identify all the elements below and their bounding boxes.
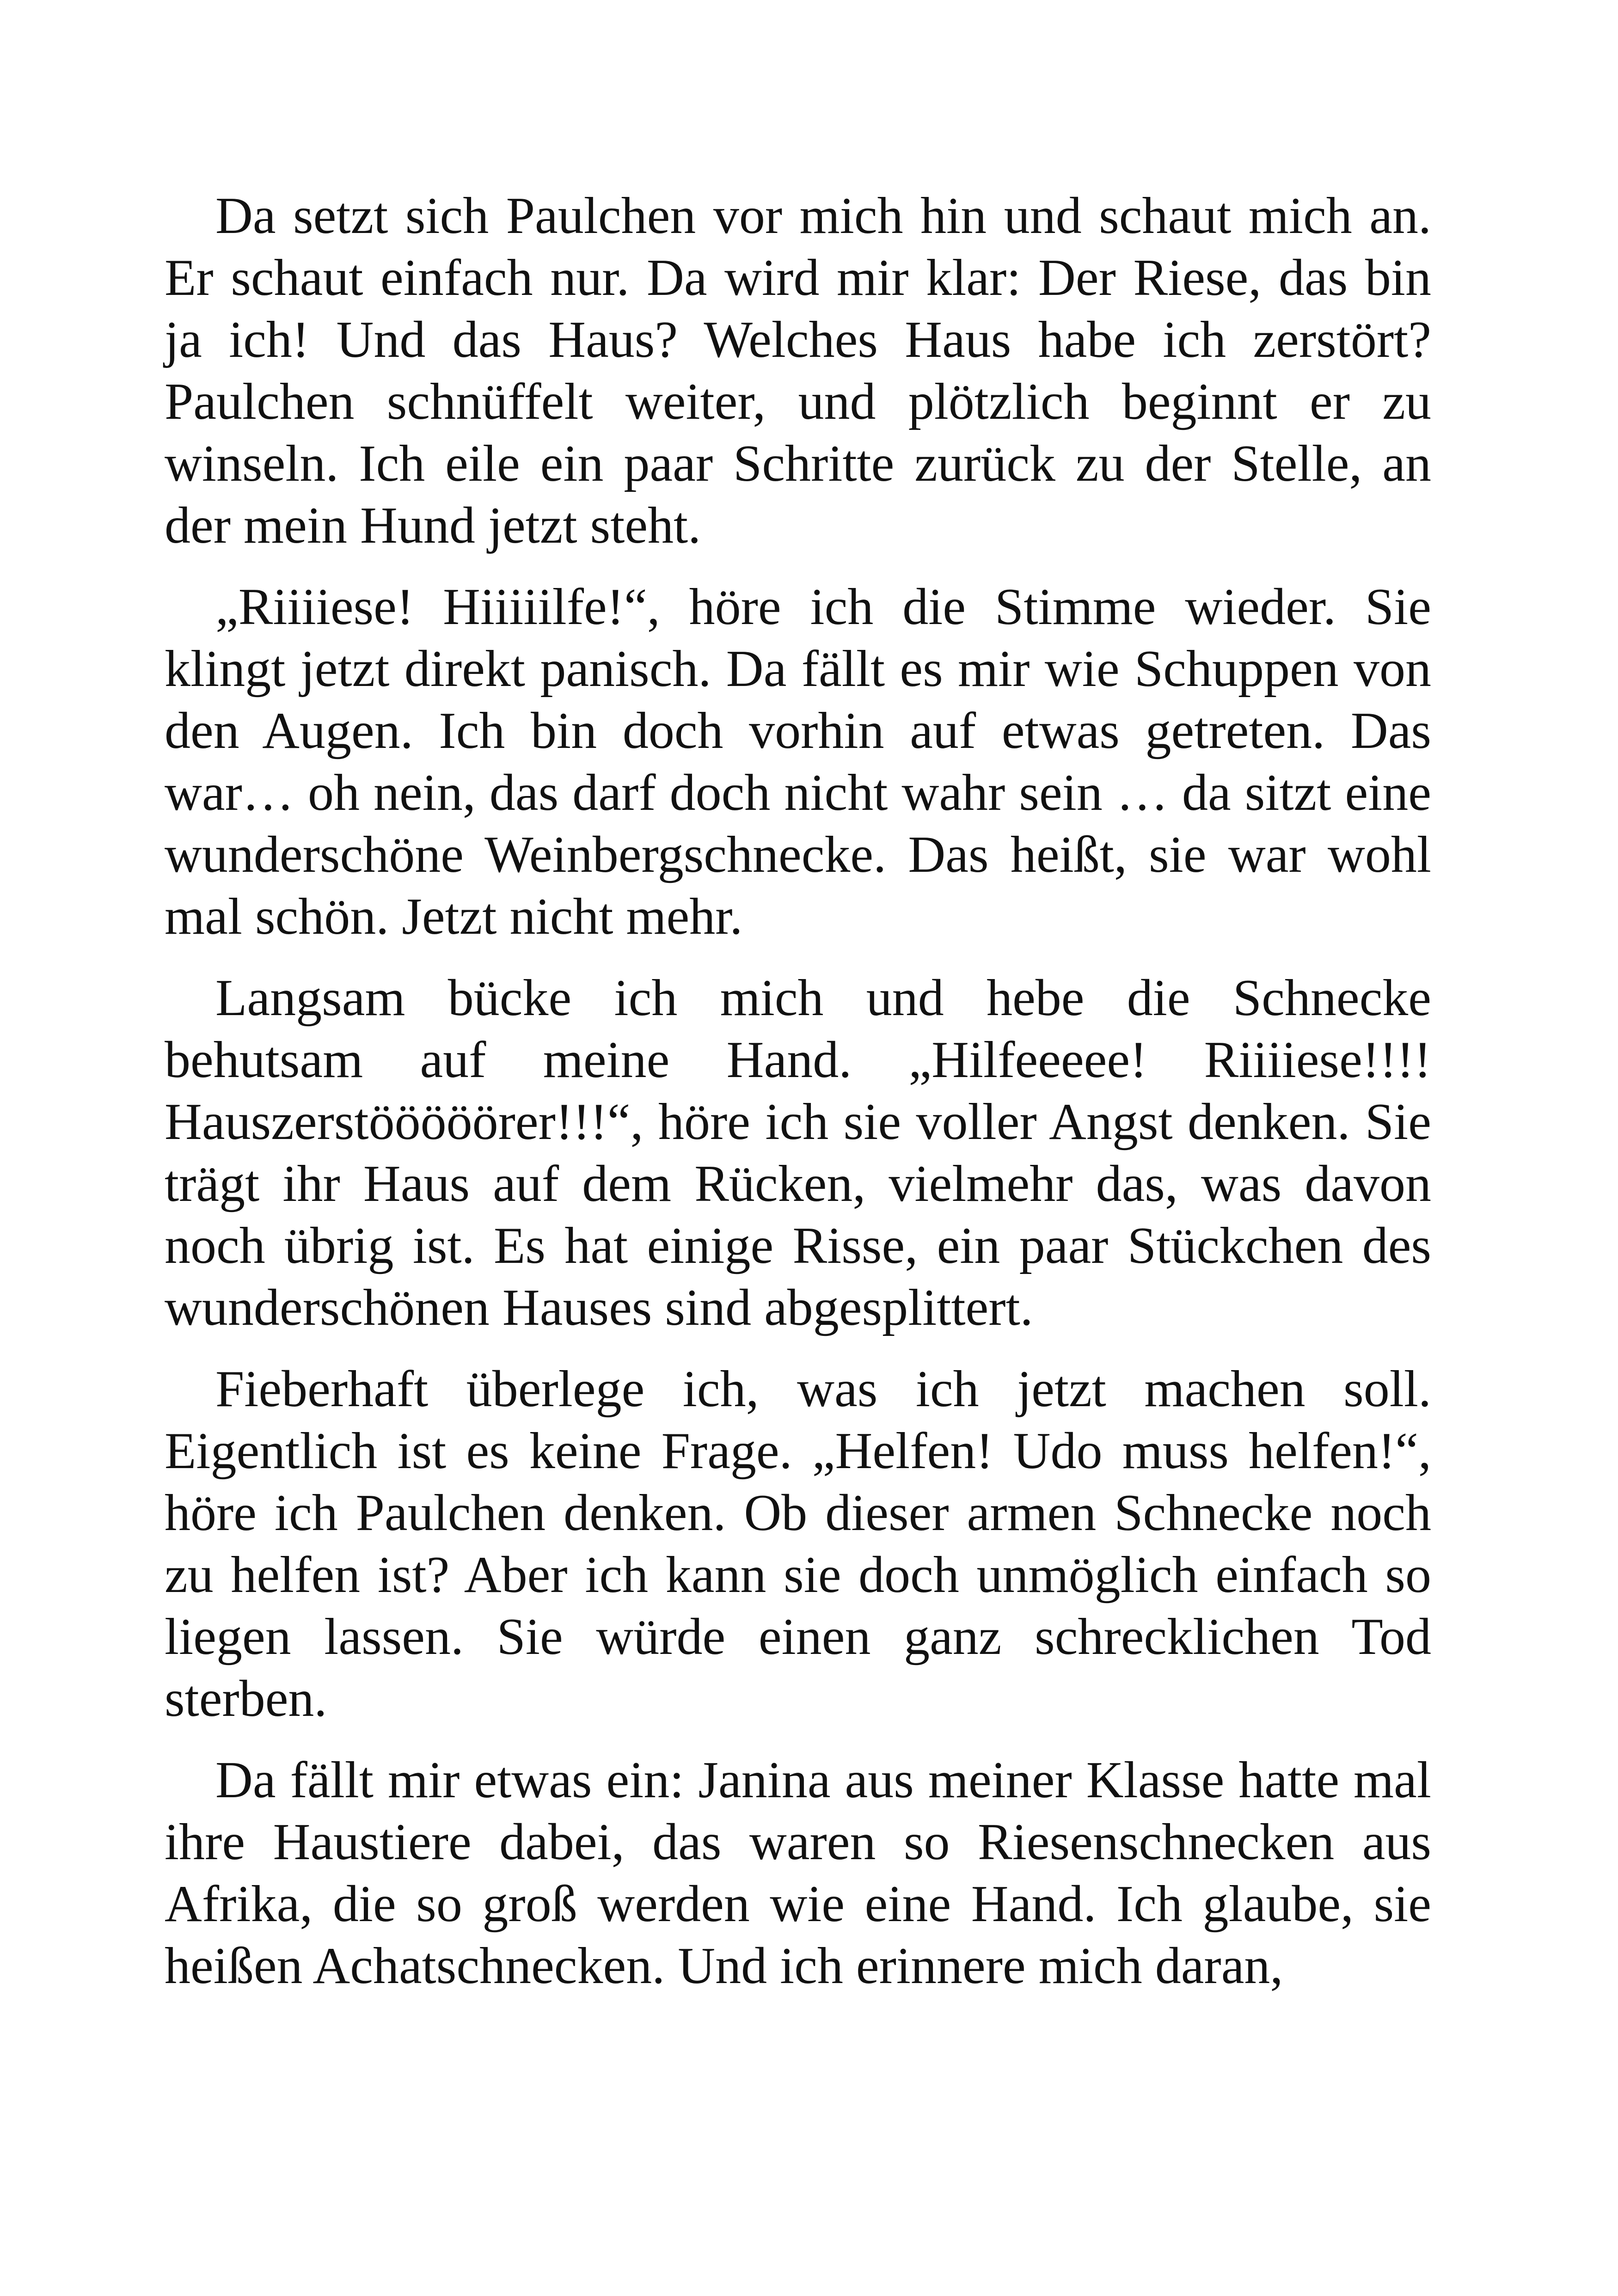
paragraph-1: Da setzt sich Paulchen vor mich hin und schaut mich an. Er schaut einfach nur. Da wird mir klar: Der Riese, das bin ja ich! Und das Haus? Welches Haus habe ich zerstört? Paulchen schnüffelt weiter, und plötzlich beginnt er zu winseln. Ich eile ein paar Schritte zurück zu der Stelle, an der mein Hund jetzt steht. bbox=[165, 187, 1431, 554]
paragraph-4: Fieberhaft überlege ich, was ich jetzt machen soll. Eigentlich ist es keine Frage. „Helfen! Udo muss helfen!“, höre ich Paulchen denken. Ob dieser armen Schnecke noch zu helfen ist? Aber ich kann sie doch unmöglich einfach so liegen lassen. Sie würde einen ganz schrecklichen Tod sterben. bbox=[165, 1360, 1431, 1727]
page-body bbox=[165, 185, 1431, 1997]
paragraph-3: Langsam bücke ich mich und hebe die Schnecke behutsam auf meine Hand. „Hilfeeeee! Riiiiese!!!! Hauszerstööööörer!!!“, höre ich sie voller Angst denken. Sie trägt ihr Haus auf dem Rücken, vielmehr das, was davon noch übrig ist. Es hat einige Risse, ein paar Stückchen des wunderschönen Hauses sind abgesplittert. bbox=[165, 969, 1431, 1336]
paragraph-5: Da fällt mir etwas ein: Janina aus meiner Klasse hatte mal ihre Haustiere dabei, das waren so Riesenschnecken aus Afrika, die so groß werden wie eine Hand. Ich glaube, sie heißen Achatschnecken. Und ich erinnere mich daran, bbox=[165, 1751, 1431, 1995]
paragraph-2: „Riiiiese! Hiiiiilfe!“, höre ich die Stimme wieder. Sie klingt jetzt direkt panisch. Da fällt es mir wie Schuppen von den Augen. Ich bin doch vorhin auf etwas getreten. Das war… oh nein, das darf doch nicht wahr sein … da sitzt eine wunderschöne Weinbergschnecke. Das heißt, sie war wohl mal schön. Jetzt nicht mehr. bbox=[165, 578, 1431, 945]
